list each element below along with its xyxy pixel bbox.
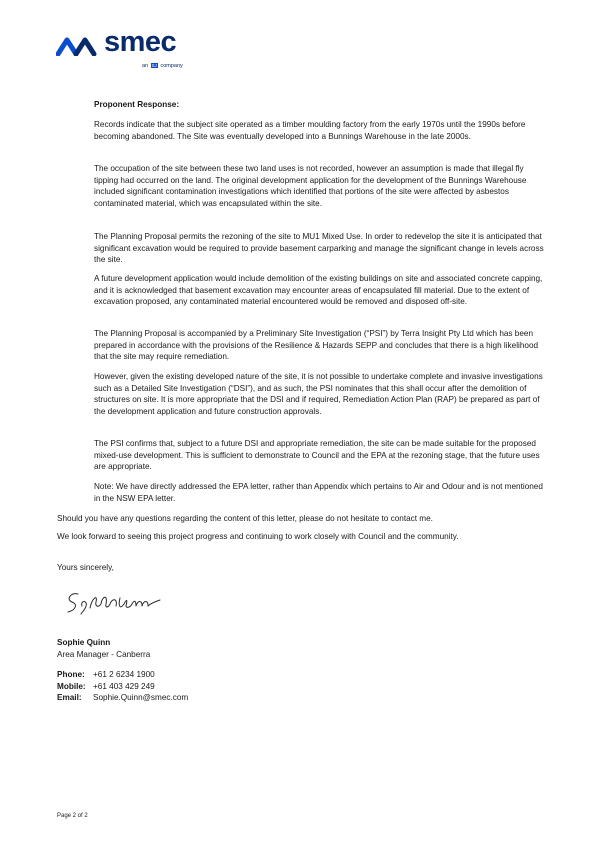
smec-logo-mark-icon bbox=[56, 36, 102, 56]
signatory-block bbox=[57, 637, 547, 660]
paragraph-2: The occupation of the site between these two land uses is not recorded, however an assumption is made that illegal fly tipping had occurred on the land. The original development application for the development of the Bunnings Warehouse included significant contamination investigations which identified that portions of the site were affected by asbestos contaminated material, which was encapsulated within the site. bbox=[94, 164, 527, 208]
page-number: Page 2 of 2 bbox=[57, 813, 88, 819]
signatory-title: Area Manager - Canberra bbox=[57, 649, 151, 659]
paragraph-4: A future development application would include demolition of the existing buildings on site and associated concrete capping, and it is acknowledged that basement excavation may encounter areas of encapsulated fill material. Due to the extent of excavation proposed, any contaminated material encountered would be removed and disposed off-site. bbox=[94, 274, 543, 307]
handwritten-signature bbox=[64, 588, 174, 616]
signatory-name: Sophie Quinn bbox=[57, 638, 111, 647]
section-heading: Proponent Response: bbox=[94, 100, 180, 109]
smec-logo bbox=[56, 26, 196, 72]
mobile-row: Mobile: +61 403 429 249 bbox=[57, 681, 155, 691]
phone-row: Phone: +61 2 6234 1900 bbox=[57, 670, 155, 679]
paragraph-3: The Planning Proposal permits the rezoning of the site to MU1 Mixed Use. In order to redevelop the site it is anticipated that significant excavation would be required to provide basement carparking and manage the significant change in levels across the site. bbox=[94, 232, 544, 265]
logo-wordmark: smec bbox=[104, 26, 177, 58]
closing-line-2: We look forward to seeing this project progress and continuing to work closely with Council and the community. bbox=[57, 532, 459, 541]
logo-tagline: an SJ company bbox=[142, 63, 183, 69]
email-row: Email: Sophie.Quinn@smec.com bbox=[57, 693, 189, 703]
email-link[interactable]: Sophie.Quinn@smec.com bbox=[93, 693, 189, 703]
paragraph-7: The PSI confirms that, subject to a future DSI and appropriate remediation, the site can be made suitable for the proposed mixed-use development. This is sufficient to demonstrate to Council and the EPA at the rezoning stage, that the future uses are appropriate. bbox=[94, 439, 540, 472]
closing-line-1: Should you have any questions regarding the content of this letter, please do not hesitate to contact me. bbox=[57, 514, 433, 523]
paragraph-8: Note: We have directly addressed the EPA letter, rather than Appendix which pertains to Air and Odour and is not mentioned in the NSW EPA letter. bbox=[94, 482, 543, 503]
paragraph-6: However, given the existing developed nature of the site, it is not possible to undertake complete and invasive investigations such as a Detailed Site Investigation (“DSI”), and as such, the PSI nominates that this shall occur after the demolition of structures on site. It is more appropriate that the DSI and if required, Remediation Action Plan (RAP) be prepared as part of the development application and future construction approvals. bbox=[94, 372, 543, 416]
contact-details bbox=[57, 669, 547, 704]
paragraph-5: The Planning Proposal is accompanied by a Preliminary Site Investigation (“PSI”) by Terra Insight Pty Ltd which has been prepared in accordance with the provisions of the Resilience & Hazards SEPP and concludes that there is a high likelihood that the site may require remediation. bbox=[94, 329, 539, 362]
sign-off: Yours sincerely, bbox=[57, 563, 114, 572]
paragraph-1: Records indicate that the subject site operated as a timber moulding factory from the early 1970s until the 1990s before becoming abandoned. The Site was eventually developed into a Bunnings Warehouse in the late 2000s. bbox=[94, 120, 526, 141]
